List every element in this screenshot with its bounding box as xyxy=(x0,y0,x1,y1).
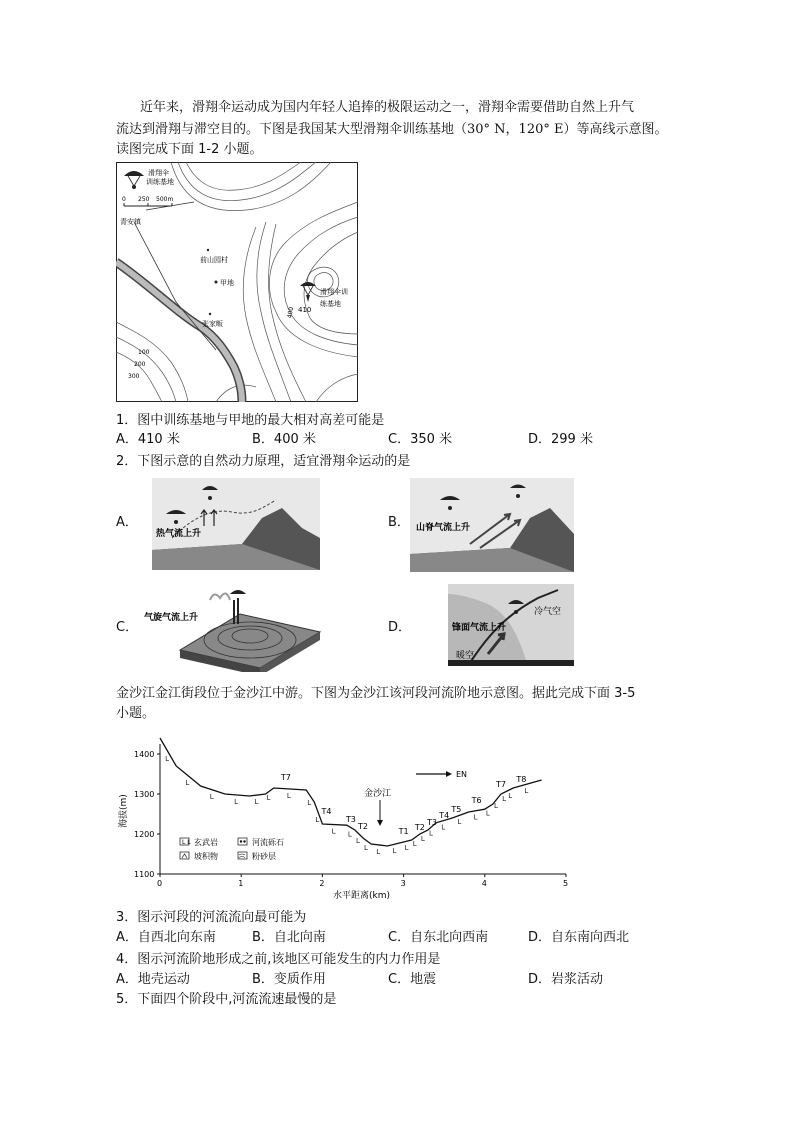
basalt-mark: L xyxy=(502,795,507,803)
terrace-label: T7 xyxy=(280,773,291,782)
basalt-mark: L xyxy=(254,798,259,806)
legend-title-2: 训练基地 xyxy=(146,178,174,186)
terrace-label: T3 xyxy=(345,815,356,824)
q2-label-a: A． xyxy=(116,515,138,530)
fig-a-caption: 热气流上升 xyxy=(156,529,202,539)
q3-option-b: B．自北向南 xyxy=(252,930,326,945)
basalt-mark: L xyxy=(392,847,397,855)
basalt-mark: L xyxy=(286,792,291,800)
basalt-mark: L xyxy=(412,840,417,848)
chart-y-label: 海拔(m) xyxy=(119,794,129,828)
terrace-label: T3 xyxy=(427,818,438,828)
terrace-label: T1 xyxy=(398,827,409,836)
basalt-mark: L xyxy=(404,844,409,852)
basalt-mark: L xyxy=(364,844,368,852)
q1-stem: 1．图中训练基地与甲地的最大相对高差可能是 xyxy=(116,413,385,428)
q4-option-d: D．岩浆活动 xyxy=(528,972,604,987)
x-tick-label: 2 xyxy=(319,879,325,888)
q3-option-c: C．自东北向西南 xyxy=(388,930,489,945)
terrace-label: T2 xyxy=(414,823,425,832)
q4-option-a: A．地壳运动 xyxy=(116,972,190,987)
legend-colluvium: 坡积物 xyxy=(194,852,218,861)
contour-300: 300 xyxy=(128,373,140,380)
basalt-mark: L xyxy=(508,792,513,800)
q1-option-d: D．299 米 xyxy=(528,432,593,447)
q4-option-c: C．地震 xyxy=(388,972,437,987)
basalt-mark: L xyxy=(331,827,336,836)
contour-map xyxy=(116,162,358,402)
q3-stem: 3．图示河段的河流流向最可能为 xyxy=(116,910,307,925)
basalt-mark: L xyxy=(315,816,320,824)
fig-c-cyclone xyxy=(140,580,322,672)
x-tick-label: 5 xyxy=(563,879,569,888)
terrace-label: T2 xyxy=(358,822,368,832)
fig-a-thermal xyxy=(152,478,320,570)
legend-basalt: 玄武岩 xyxy=(194,838,218,847)
place-qianshan: 前山园村 xyxy=(200,256,228,264)
basalt-mark: L xyxy=(524,787,529,795)
terrace-label: T5 xyxy=(451,805,462,814)
intro2-line1: 金沙江金江街段位于金沙江中游。下图为金沙江该河段河流阶地示意图。据此完成下面 3-5 xyxy=(116,686,636,701)
contour-400: 400 xyxy=(286,306,296,319)
direction-label: EN xyxy=(456,770,468,779)
legend-title-1: 滑翔伞 xyxy=(148,169,169,177)
basalt-mark: L xyxy=(234,798,239,806)
basalt-mark: L xyxy=(493,802,498,810)
intro2-line2: 小题。 xyxy=(116,706,156,721)
svg-text:L L: L L xyxy=(182,839,191,846)
peak-label: 410 xyxy=(298,306,312,314)
basalt-mark: L xyxy=(185,779,190,787)
scale-250: 250 xyxy=(138,196,150,203)
x-tick-label: 4 xyxy=(481,879,487,888)
x-tick-label: 1 xyxy=(238,879,244,888)
q2-label-d: D． xyxy=(388,620,412,635)
terrace-label: T8 xyxy=(516,775,527,784)
y-tick-label: 1300 xyxy=(134,790,155,799)
terrace-chart xyxy=(116,728,586,900)
fig-c-caption: 气旋气流上升 xyxy=(144,613,199,623)
basalt-mark: L xyxy=(266,794,271,802)
place-zhangjiafan: 张家畈 xyxy=(202,320,223,328)
fig-d-warm: 暖空 xyxy=(456,651,475,661)
basalt-mark: L xyxy=(209,793,214,801)
legend-gravel: 河流砾石 xyxy=(252,838,284,847)
x-tick-label: 3 xyxy=(400,879,406,888)
legend-silt: 粉砂层 xyxy=(252,852,276,861)
y-tick-label: 1100 xyxy=(134,870,155,879)
basalt-mark: L xyxy=(347,830,352,839)
contour-200: 200 xyxy=(134,361,146,368)
terrace-label: T7 xyxy=(496,779,507,789)
y-tick-label: 1200 xyxy=(134,830,155,839)
place-jiadi: 甲地 xyxy=(220,279,234,287)
basalt-mark: L xyxy=(307,799,312,807)
fig-b-caption: 山脊气流上升 xyxy=(416,523,471,533)
q3-option-d: D．自东南向西北 xyxy=(528,930,630,945)
q5-stem: 5．下面四个阶段中,河流流速最慢的是 xyxy=(116,992,337,1007)
basalt-mark: L xyxy=(420,835,425,843)
chart-legend xyxy=(180,837,284,861)
q2-label-c: C． xyxy=(116,620,139,635)
intro1-line1: 近年来，滑翔伞运动成为国内年轻人追捧的极限运动之一，滑翔伞需要借助自然上升气 xyxy=(140,100,635,115)
fig-d-caption: 锋面气流上升 xyxy=(452,623,507,633)
y-tick-label: 1400 xyxy=(134,750,155,759)
q4-stem: 4．图示河流阶地形成之前,该地区可能发生的内力作用是 xyxy=(116,952,441,967)
place-qingan: 青安镇 xyxy=(120,218,141,226)
q1-option-b: B．400 米 xyxy=(252,432,316,447)
intro1-line2: 流达到滑翔与滞空目的。下图是我国某大型滑翔伞训练基地（30° N，120° E）等高线示意图。 xyxy=(116,122,668,137)
basalt-mark: L xyxy=(441,823,446,832)
scale-500: 500m xyxy=(156,196,174,203)
x-tick-label: 0 xyxy=(157,879,163,888)
q2-stem: 2．下图示意的自然动力原理，适宜滑翔伞运动的是 xyxy=(116,454,411,469)
fig-b-ridge xyxy=(410,478,574,572)
q2-label-b: B． xyxy=(388,515,410,530)
terrace-label: T4 xyxy=(321,807,332,816)
basalt-mark: L xyxy=(473,813,478,822)
intro1-line3: 读图完成下面 1-2 小题。 xyxy=(116,142,263,157)
basalt-mark: L xyxy=(355,837,360,845)
contour-100: 100 xyxy=(138,349,150,356)
basalt-mark: L xyxy=(485,809,490,818)
chart-river-label: 金沙江 xyxy=(364,789,392,799)
basalt-mark: L xyxy=(376,848,381,856)
fig-d-cold: 冷气空 xyxy=(534,607,562,617)
q3-option-a: A．自西北向东南 xyxy=(116,930,216,945)
q1-option-c: C．350 米 xyxy=(388,432,453,447)
scale-0: 0 xyxy=(122,196,126,203)
basalt-mark: L xyxy=(457,818,462,826)
terrace-label: T4 xyxy=(439,811,450,820)
base-label-1: 滑翔伞训 xyxy=(320,288,348,296)
fig-d-front xyxy=(448,584,574,666)
chart-x-label: 水平距离(km) xyxy=(333,891,391,900)
basalt-mark: L xyxy=(429,829,433,838)
basalt-mark: L xyxy=(165,755,170,763)
base-label-2: 练基地 xyxy=(320,300,341,308)
q1-option-a: A．410 米 xyxy=(116,432,180,447)
terrace-label: T6 xyxy=(471,795,482,805)
q4-option-b: B．变质作用 xyxy=(252,972,326,987)
